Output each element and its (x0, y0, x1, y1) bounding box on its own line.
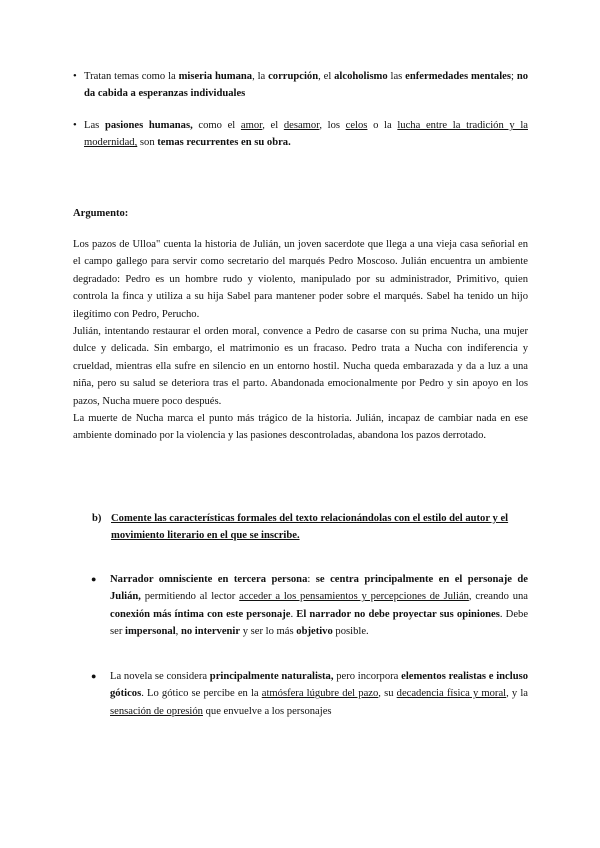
bold-phrase: miseria humana (178, 71, 253, 82)
bold-phrase: se centra principalmente en el personaje de Julián, (110, 574, 528, 603)
argumento-heading: Argumento: (73, 208, 129, 219)
argumento-paragraph-3: La muerte de Nucha marca el punto más trágico de la historia. Julián, incapaz de cambiar nada en ese ambiente dominado por la violencia y las pasiones descontroladas, abandona los pazos derrotado. (73, 413, 528, 442)
text-run: permitiendo al lector (140, 591, 240, 603)
bullet-text (84, 120, 528, 148)
text-run: , la (252, 71, 269, 82)
text-run: o la (367, 120, 398, 131)
section-b-question (92, 510, 528, 544)
bold-phrase: no intervenir (180, 626, 241, 638)
text-run: son (137, 137, 158, 149)
bold-phrase: objetivo (296, 626, 333, 638)
bullet-item-passions (73, 117, 528, 152)
section-b-title: Comente las características formales del texto relacionándolas con el estilo del autor y el movimiento literario en el que se inscribe. (111, 513, 509, 541)
argumento-paragraph-2: Julián, intentando restaurar el orden moral, convence a Pedro de casarse con su prima Nucha, una mujer dulce y delicada. Sin embargo, el matrimonio es un fracaso. Pedro trata a Nucha con indiferencia y crueldad, mientras ella sufre en silencio en un entorno hostil. Nucha queda embarazada y da a luz a una niña, pero su salud se deteriora tras el parto. Abandonada emocionalmente por Pedro y sin apoyo en los pazos, Nucha muere poco después. (73, 326, 528, 407)
bold-phrase: temas recurrentes en su obra. (157, 137, 291, 149)
bold-phrase: enfermedades mentales (405, 71, 511, 82)
bullet-icon: • (73, 120, 77, 131)
text-run: , creando una (468, 591, 529, 603)
bold-phrase: conexión más íntima con este personaje (110, 608, 291, 620)
underlined-phrase: decadencia física y moral (396, 688, 507, 700)
bold-phrase: principalmente naturalista, (209, 671, 334, 682)
text-run: Tratan temas como la (84, 71, 179, 82)
argumento-paragraph-1: Los pazos de Ulloa" cuenta la historia de Julián, un joven sacerdote que llega a una vieja casa señorial en el campo gallego para servir como secretario del marqués Pedro Moscoso. Julián encuentra un ambiente degradado: Pedro es un hombre rudo y violento, manipulado por su administrador, Primitivo, quien controla la finca y utiliza a su hija Sabel para mantener poder sobre el marqués. Sabel ha tenido un hijo ilegítimo con Pedro, Perucho. (73, 239, 528, 320)
text-run: , los (319, 120, 346, 131)
bullet-text (110, 671, 528, 717)
bold-phrase: pasiones humanas, (104, 120, 193, 131)
text-run: las (387, 71, 406, 82)
text-run: , su (378, 688, 397, 700)
bullet-icon: ● (91, 574, 97, 584)
bullet-icon: ● (91, 671, 97, 681)
bullet-text (84, 71, 528, 99)
bullet-item-narrator (91, 571, 528, 641)
underlined-phrase: amor (240, 120, 263, 131)
text-run: , el (262, 120, 284, 131)
bullet-item-naturalism (91, 668, 528, 720)
underlined-phrase: desamor (283, 120, 320, 131)
underlined-phrase: atmósfera lúgubre del pazo (261, 688, 379, 700)
bullet-icon: • (73, 71, 77, 82)
text-run: . Lo gótico se percibe en la (141, 688, 262, 700)
underlined-phrase: celos (345, 120, 368, 131)
text-run: , el (318, 71, 335, 82)
text-run: y ser lo más (240, 626, 297, 638)
text-run: , (175, 626, 181, 638)
text-run: , y la (506, 688, 528, 700)
text-run: . Debe ser (110, 608, 529, 638)
text-run: como el (192, 120, 241, 131)
text-run: : (307, 574, 316, 585)
text-run: que envuelve a los personajes (202, 705, 332, 717)
bold-phrase: alcoholismo (334, 71, 388, 82)
text-run: La novela se considera (110, 671, 210, 682)
bold-phrase: corrupción (268, 71, 319, 82)
bullet-text (110, 574, 528, 637)
text-run: pero incorpora (333, 671, 402, 682)
bold-phrase: impersonal (125, 626, 176, 638)
underlined-phrase: acceder a los pensamientos y percepciones de Julián (239, 591, 469, 603)
text-run: . (290, 608, 297, 620)
bold-phrase: El narrador no debe proyectar sus opiniones (296, 608, 500, 620)
text-run: ; (511, 71, 517, 82)
bold-phrase: Narrador omnisciente en tercera persona (110, 574, 308, 585)
underlined-phrase: lucha entre la tradición y la modernidad, (84, 120, 528, 149)
text-run: Las (84, 120, 105, 131)
bold-phrase: no da cabida a esperanzas individuales (84, 71, 529, 100)
underlined-phrase: sensación de opresión (110, 705, 203, 717)
text-run: posible. (332, 626, 369, 638)
section-b-label: b) (92, 513, 102, 524)
bold-phrase: elementos realistas e incluso góticos (110, 671, 529, 700)
bullet-item-themes (73, 68, 528, 103)
